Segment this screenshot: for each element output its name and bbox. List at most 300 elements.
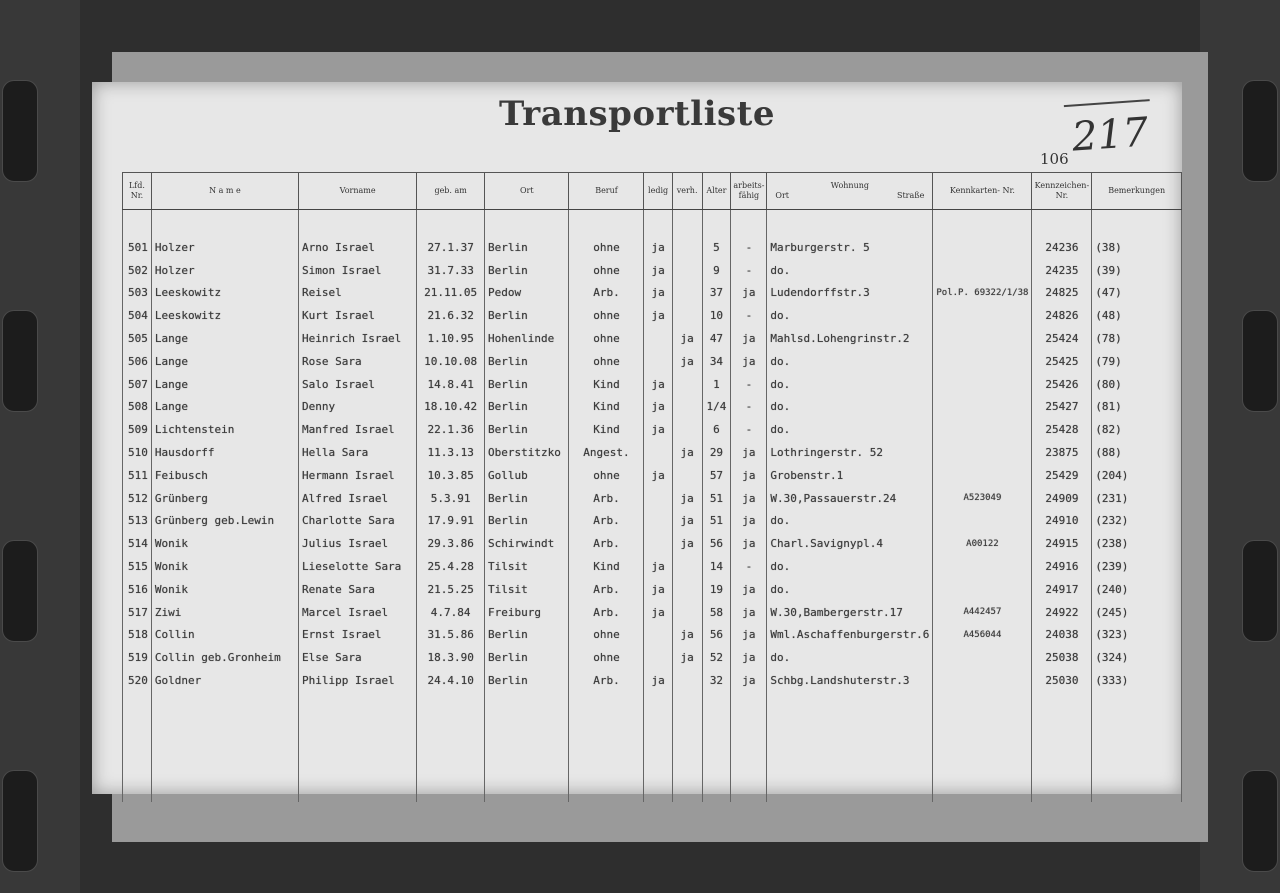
cell-ledig: ja: [644, 669, 672, 692]
cell-name: Grünberg geb.Lewin: [151, 510, 298, 533]
cell-vorname: Kurt Israel: [298, 304, 416, 327]
cell-vorname: Else Sara: [298, 646, 416, 669]
cell-ort: Oberstitzko: [485, 441, 569, 464]
cell-geb: 25.4.28: [417, 555, 485, 578]
cell-kennkarte: [933, 373, 1032, 396]
cell-alter: 56: [702, 624, 731, 647]
cell-ort: Berlin: [485, 259, 569, 282]
cell-bem: (81): [1092, 396, 1182, 419]
cell-wohnung: do.: [767, 510, 933, 533]
cell-ort: Tilsit: [485, 555, 569, 578]
cell-verh: [672, 555, 702, 578]
cell-alter: 5: [702, 236, 731, 259]
cell-ledig: ja: [644, 236, 672, 259]
cell-kennzeichen: 25424: [1032, 327, 1092, 350]
cell-beruf: Arb.: [569, 510, 644, 533]
cell-nr: 502: [123, 259, 152, 282]
cell-ledig: ja: [644, 282, 672, 305]
cell-ort: Berlin: [485, 669, 569, 692]
cell-vorname: Renate Sara: [298, 578, 416, 601]
cell-arb: ja: [731, 669, 767, 692]
cell-bem: (204): [1092, 464, 1182, 487]
table-row: [123, 555, 1182, 578]
cell-wohnung: Marburgerstr. 5: [767, 236, 933, 259]
cell-ledig: ja: [644, 396, 672, 419]
cell-arb: ja: [731, 350, 767, 373]
cell-arb: ja: [731, 441, 767, 464]
cell-vorname: Lieselotte Sara: [298, 555, 416, 578]
cell-ort: Gollub: [485, 464, 569, 487]
cell-verh: ja: [672, 441, 702, 464]
cell-wohnung: do.: [767, 646, 933, 669]
cell-kennkarte: A442457: [933, 601, 1032, 624]
cell-nr: 507: [123, 373, 152, 396]
header-geb-am: geb. am: [417, 173, 485, 210]
cell-ledig: ja: [644, 373, 672, 396]
cell-ledig: ja: [644, 464, 672, 487]
cell-wohnung: do.: [767, 418, 933, 441]
cell-beruf: Kind: [569, 555, 644, 578]
cell-arb: -: [731, 555, 767, 578]
cell-verh: [672, 578, 702, 601]
cell-arb: -: [731, 259, 767, 282]
cell-wohnung: Ludendorffstr.3: [767, 282, 933, 305]
cell-wohnung: W.30,Bambergerstr.17: [767, 601, 933, 624]
cell-geb: 18.3.90: [417, 646, 485, 669]
cell-bem: (239): [1092, 555, 1182, 578]
cell-ort: Berlin: [485, 418, 569, 441]
header-kennzeichen-nr: Kennzeichen- Nr.: [1032, 173, 1092, 210]
cell-wohnung: do.: [767, 578, 933, 601]
cell-arb: -: [731, 373, 767, 396]
cell-kennkarte: [933, 555, 1032, 578]
cell-verh: [672, 669, 702, 692]
cell-kennzeichen: 24915: [1032, 532, 1092, 555]
cell-kennzeichen: 25429: [1032, 464, 1092, 487]
cell-kennzeichen: 24038: [1032, 624, 1092, 647]
table-row: [123, 259, 1182, 282]
header-verh: verh.: [672, 173, 702, 210]
handwritten-page-number: 217: [1070, 109, 1150, 161]
cell-ort: Berlin: [485, 624, 569, 647]
table-row: [123, 532, 1182, 555]
cell-name: Feibusch: [151, 464, 298, 487]
cell-vorname: Denny: [298, 396, 416, 419]
header-arbeitsfaehig: arbeits- fähig: [731, 173, 767, 210]
cell-nr: 504: [123, 304, 152, 327]
cell-vorname: Rose Sara: [298, 350, 416, 373]
cell-arb: -: [731, 236, 767, 259]
cell-kennzeichen: 24916: [1032, 555, 1092, 578]
cell-ledig: [644, 532, 672, 555]
cell-kennkarte: [933, 396, 1032, 419]
cell-verh: [672, 373, 702, 396]
cell-arb: ja: [731, 578, 767, 601]
table-row: [123, 396, 1182, 419]
cell-geb: 14.8.41: [417, 373, 485, 396]
cell-ledig: [644, 510, 672, 533]
header-beruf: Beruf: [569, 173, 644, 210]
cell-alter: 6: [702, 418, 731, 441]
cell-vorname: Marcel Israel: [298, 601, 416, 624]
cell-name: Lange: [151, 350, 298, 373]
cell-bem: (240): [1092, 578, 1182, 601]
cell-nr: 506: [123, 350, 152, 373]
table-row: [123, 327, 1182, 350]
table-row: [123, 236, 1182, 259]
cell-verh: [672, 282, 702, 305]
cell-nr: 503: [123, 282, 152, 305]
cell-bem: (231): [1092, 487, 1182, 510]
header-lfd-nr: Lfd. Nr.: [123, 173, 152, 210]
cell-name: Lange: [151, 327, 298, 350]
cell-arb: ja: [731, 487, 767, 510]
cell-kennzeichen: 25425: [1032, 350, 1092, 373]
cell-alter: 47: [702, 327, 731, 350]
cell-alter: 58: [702, 601, 731, 624]
cell-vorname: Salo Israel: [298, 373, 416, 396]
cell-nr: 511: [123, 464, 152, 487]
header-ledig: ledig: [644, 173, 672, 210]
cell-kennkarte: [933, 578, 1032, 601]
cell-vorname: Charlotte Sara: [298, 510, 416, 533]
cell-beruf: Kind: [569, 418, 644, 441]
cell-wohnung: do.: [767, 555, 933, 578]
table-row: [123, 624, 1182, 647]
cell-arb: -: [731, 418, 767, 441]
table-row: [123, 350, 1182, 373]
cell-kennkarte: [933, 464, 1032, 487]
cell-alter: 51: [702, 510, 731, 533]
cell-ledig: ja: [644, 601, 672, 624]
cell-wohnung: Wml.Aschaffenburgerstr.6: [767, 624, 933, 647]
cell-ledig: ja: [644, 304, 672, 327]
cell-name: Leeskowitz: [151, 304, 298, 327]
cell-geb: 4.7.84: [417, 601, 485, 624]
cell-geb: 11.3.13: [417, 441, 485, 464]
cell-wohnung: do.: [767, 396, 933, 419]
cell-beruf: Arb.: [569, 487, 644, 510]
table-row: [123, 601, 1182, 624]
cell-bem: (333): [1092, 669, 1182, 692]
cell-bem: (80): [1092, 373, 1182, 396]
cell-arb: ja: [731, 510, 767, 533]
header-wohnung-ort: Ort: [775, 191, 790, 200]
cell-kennzeichen: 25038: [1032, 646, 1092, 669]
table-row: [123, 418, 1182, 441]
cell-bem: (79): [1092, 350, 1182, 373]
cell-beruf: Kind: [569, 396, 644, 419]
cell-kennkarte: [933, 669, 1032, 692]
cell-name: Collin geb.Gronheim: [151, 646, 298, 669]
cell-geb: 10.10.08: [417, 350, 485, 373]
cell-wohnung: Lothringerstr. 52: [767, 441, 933, 464]
cell-nr: 509: [123, 418, 152, 441]
table-spacer-row: [123, 210, 1182, 237]
cell-beruf: ohne: [569, 624, 644, 647]
cell-kennzeichen: 24235: [1032, 259, 1092, 282]
cell-vorname: Manfred Israel: [298, 418, 416, 441]
cell-ort: Berlin: [485, 236, 569, 259]
cell-wohnung: W.30,Passauerstr.24: [767, 487, 933, 510]
cell-geb: 21.11.05: [417, 282, 485, 305]
cell-kennkarte: Pol.P. 69322/1/38: [933, 282, 1032, 305]
cell-bem: (47): [1092, 282, 1182, 305]
cell-name: Hausdorff: [151, 441, 298, 464]
cell-ort: Berlin: [485, 350, 569, 373]
cell-bem: (238): [1092, 532, 1182, 555]
cell-name: Wonik: [151, 555, 298, 578]
cell-ledig: [644, 624, 672, 647]
cell-kennkarte: [933, 327, 1032, 350]
cell-ledig: [644, 327, 672, 350]
table-row: [123, 464, 1182, 487]
cell-verh: [672, 418, 702, 441]
cell-kennzeichen: 23875: [1032, 441, 1092, 464]
header-name: N a m e: [151, 173, 298, 210]
table-empty-row: [123, 692, 1182, 802]
table-header-row: [123, 173, 1182, 210]
cell-vorname: Heinrich Israel: [298, 327, 416, 350]
cell-ledig: [644, 350, 672, 373]
document-title: Transportliste: [498, 94, 775, 134]
cell-kennzeichen: 24922: [1032, 601, 1092, 624]
cell-alter: 10: [702, 304, 731, 327]
cell-geb: 31.5.86: [417, 624, 485, 647]
cell-kennzeichen: 24917: [1032, 578, 1092, 601]
cell-geb: 27.1.37: [417, 236, 485, 259]
cell-geb: 22.1.36: [417, 418, 485, 441]
cell-name: Collin: [151, 624, 298, 647]
cell-nr: 501: [123, 236, 152, 259]
cell-wohnung: Grobenstr.1: [767, 464, 933, 487]
cell-kennkarte: A523049: [933, 487, 1032, 510]
cell-name: Leeskowitz: [151, 282, 298, 305]
cell-alter: 1: [702, 373, 731, 396]
cell-kennkarte: [933, 259, 1032, 282]
cell-beruf: ohne: [569, 646, 644, 669]
cell-bem: (39): [1092, 259, 1182, 282]
document-page: [92, 82, 1182, 794]
cell-alter: 34: [702, 350, 731, 373]
cell-verh: ja: [672, 350, 702, 373]
table-row: [123, 373, 1182, 396]
cell-beruf: ohne: [569, 350, 644, 373]
cell-nr: 512: [123, 487, 152, 510]
cell-nr: 508: [123, 396, 152, 419]
cell-beruf: Arb.: [569, 601, 644, 624]
cell-kennkarte: A456044: [933, 624, 1032, 647]
cell-bem: (324): [1092, 646, 1182, 669]
cell-alter: 1/4: [702, 396, 731, 419]
cell-ledig: ja: [644, 418, 672, 441]
header-bemerkungen: Bemerkungen: [1092, 173, 1182, 210]
cell-wohnung: do.: [767, 373, 933, 396]
film-edge-left: [0, 0, 80, 893]
table-row: [123, 282, 1182, 305]
cell-kennzeichen: 24826: [1032, 304, 1092, 327]
cell-kennkarte: [933, 418, 1032, 441]
cell-bem: (48): [1092, 304, 1182, 327]
cell-nr: 519: [123, 646, 152, 669]
cell-ledig: [644, 487, 672, 510]
cell-verh: [672, 396, 702, 419]
cell-ort: Berlin: [485, 487, 569, 510]
cell-verh: [672, 304, 702, 327]
sprocket-hole: [1242, 80, 1278, 182]
cell-nr: 505: [123, 327, 152, 350]
cell-arb: -: [731, 304, 767, 327]
cell-geb: 21.6.32: [417, 304, 485, 327]
page-number: 106: [1040, 150, 1069, 168]
cell-nr: 518: [123, 624, 152, 647]
transport-table: [122, 172, 1182, 802]
cell-ort: Berlin: [485, 396, 569, 419]
cell-ledig: ja: [644, 578, 672, 601]
table-row: [123, 510, 1182, 533]
cell-geb: 18.10.42: [417, 396, 485, 419]
cell-wohnung: do.: [767, 304, 933, 327]
cell-name: Lange: [151, 373, 298, 396]
cell-arb: ja: [731, 624, 767, 647]
cell-kennzeichen: 25428: [1032, 418, 1092, 441]
cell-alter: 32: [702, 669, 731, 692]
cell-ledig: ja: [644, 555, 672, 578]
header-wohnung-strasse: Straße: [896, 191, 925, 200]
sprocket-hole: [2, 770, 38, 872]
cell-wohnung: Schbg.Landshuterstr.3: [767, 669, 933, 692]
cell-verh: [672, 236, 702, 259]
cell-ort: Schirwindt: [485, 532, 569, 555]
cell-arb: ja: [731, 282, 767, 305]
cell-kennkarte: [933, 236, 1032, 259]
cell-beruf: Arb.: [569, 532, 644, 555]
table-body: [123, 210, 1182, 802]
cell-geb: 29.3.86: [417, 532, 485, 555]
cell-bem: (82): [1092, 418, 1182, 441]
cell-kennzeichen: 24825: [1032, 282, 1092, 305]
cell-beruf: ohne: [569, 259, 644, 282]
cell-vorname: Simon Israel: [298, 259, 416, 282]
cell-kennkarte: A00122: [933, 532, 1032, 555]
cell-bem: (232): [1092, 510, 1182, 533]
cell-kennzeichen: 24910: [1032, 510, 1092, 533]
sprocket-hole: [1242, 310, 1278, 412]
cell-beruf: ohne: [569, 304, 644, 327]
cell-alter: 19: [702, 578, 731, 601]
cell-wohnung: Mahlsd.Lohengrinstr.2: [767, 327, 933, 350]
cell-arb: ja: [731, 464, 767, 487]
cell-name: Lange: [151, 396, 298, 419]
sprocket-hole: [2, 310, 38, 412]
cell-name: Grünberg: [151, 487, 298, 510]
cell-beruf: Kind: [569, 373, 644, 396]
cell-ledig: [644, 646, 672, 669]
cell-ort: Pedow: [485, 282, 569, 305]
cell-ort: Berlin: [485, 646, 569, 669]
cell-beruf: Arb.: [569, 669, 644, 692]
cell-geb: 21.5.25: [417, 578, 485, 601]
table-row: [123, 487, 1182, 510]
cell-verh: ja: [672, 487, 702, 510]
cell-bem: (78): [1092, 327, 1182, 350]
cell-geb: 24.4.10: [417, 669, 485, 692]
cell-nr: 516: [123, 578, 152, 601]
cell-vorname: Arno Israel: [298, 236, 416, 259]
cell-name: Wonik: [151, 578, 298, 601]
cell-name: Lichtenstein: [151, 418, 298, 441]
cell-wohnung: Charl.Savignypl.4: [767, 532, 933, 555]
cell-wohnung: do.: [767, 350, 933, 373]
cell-vorname: Reisel: [298, 282, 416, 305]
cell-verh: ja: [672, 624, 702, 647]
cell-ort: Berlin: [485, 510, 569, 533]
table-row: [123, 578, 1182, 601]
sprocket-hole: [1242, 540, 1278, 642]
cell-alter: 51: [702, 487, 731, 510]
cell-vorname: Alfred Israel: [298, 487, 416, 510]
header-kennkarten-nr: Kennkarten- Nr.: [933, 173, 1032, 210]
cell-alter: 56: [702, 532, 731, 555]
cell-kennzeichen: 24909: [1032, 487, 1092, 510]
cell-verh: [672, 601, 702, 624]
cell-vorname: Hermann Israel: [298, 464, 416, 487]
cell-vorname: Philipp Israel: [298, 669, 416, 692]
cell-alter: 29: [702, 441, 731, 464]
cell-bem: (245): [1092, 601, 1182, 624]
cell-geb: 31.7.33: [417, 259, 485, 282]
header-wohnung-title: Wohnung: [830, 181, 869, 190]
cell-alter: 52: [702, 646, 731, 669]
cell-beruf: Angest.: [569, 441, 644, 464]
cell-kennzeichen: 25427: [1032, 396, 1092, 419]
header-ort: Ort: [485, 173, 569, 210]
cell-beruf: ohne: [569, 236, 644, 259]
cell-kennkarte: [933, 646, 1032, 669]
cell-geb: 5.3.91: [417, 487, 485, 510]
cell-name: Ziwi: [151, 601, 298, 624]
sprocket-hole: [2, 80, 38, 182]
cell-beruf: Arb.: [569, 282, 644, 305]
cell-arb: -: [731, 396, 767, 419]
cell-ort: Tilsit: [485, 578, 569, 601]
cell-name: Goldner: [151, 669, 298, 692]
film-edge-right: [1200, 0, 1280, 893]
header-wohnung: [767, 173, 933, 210]
cell-arb: ja: [731, 646, 767, 669]
cell-alter: 14: [702, 555, 731, 578]
cell-nr: 513: [123, 510, 152, 533]
cell-verh: ja: [672, 532, 702, 555]
cell-nr: 515: [123, 555, 152, 578]
cell-ledig: [644, 441, 672, 464]
cell-bem: (323): [1092, 624, 1182, 647]
cell-ort: Hohenlinde: [485, 327, 569, 350]
cell-kennkarte: [933, 441, 1032, 464]
cell-ort: Berlin: [485, 304, 569, 327]
cell-vorname: Ernst Israel: [298, 624, 416, 647]
table-row: [123, 304, 1182, 327]
cell-geb: 1.10.95: [417, 327, 485, 350]
sprocket-hole: [1242, 770, 1278, 872]
cell-kennzeichen: 25426: [1032, 373, 1092, 396]
cell-nr: 517: [123, 601, 152, 624]
cell-kennkarte: [933, 350, 1032, 373]
cell-name: Wonik: [151, 532, 298, 555]
cell-kennkarte: [933, 510, 1032, 533]
header-alter: Alter: [702, 173, 731, 210]
cell-vorname: Julius Israel: [298, 532, 416, 555]
